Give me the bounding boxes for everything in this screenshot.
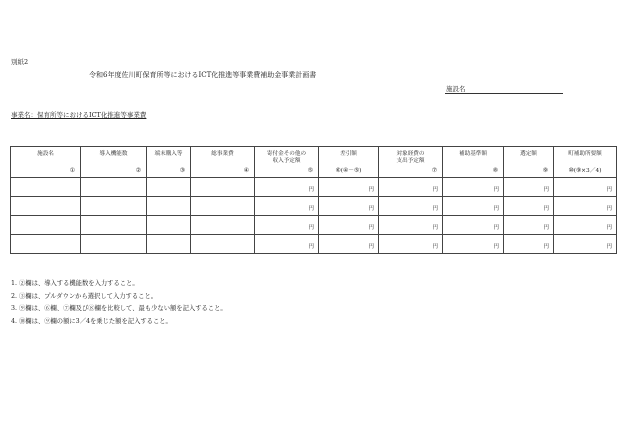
cell-value [186,229,190,232]
table-row [11,216,617,235]
column-label: 施設名 [37,151,54,157]
column-label: 差引額 [340,151,357,157]
cell-value [76,229,80,232]
cell-value: 円 [606,187,612,193]
cell-value: 円 [493,244,499,250]
table-cell[interactable] [443,178,504,197]
cell-value: 円 [606,244,612,250]
cell-value: 円 [368,206,374,212]
table-cell[interactable] [81,178,147,197]
table-cell[interactable] [319,235,379,254]
cell-value: 円 [543,187,549,193]
table-cell[interactable] [81,197,147,216]
cell-value [142,191,146,194]
note-item: 1. ②欄は、導入する機能数を入力すること。 [11,280,139,287]
table-cell[interactable] [504,197,554,216]
column-number: ④ [243,168,249,174]
table-row [11,197,617,216]
column-header [255,147,319,178]
table-cell[interactable] [255,235,319,254]
cell-value [76,248,80,251]
cell-value: 円 [543,206,549,212]
column-header [191,147,255,178]
table-cell[interactable] [11,178,81,197]
table-cell[interactable] [191,235,255,254]
column-number: ② [135,168,141,174]
cell-value: 円 [543,225,549,231]
table-cell[interactable] [443,216,504,235]
column-number: ⑦ [431,168,437,174]
cell-value: 円 [308,244,314,250]
cell-value [142,210,146,213]
cell-value: 円 [308,206,314,212]
column-header [504,147,554,178]
table-cell[interactable] [255,178,319,197]
table-cell[interactable] [319,178,379,197]
notes-list [11,278,227,328]
column-number: ⑥(④－⑤) [335,168,362,174]
column-label: 総事業費 [211,151,234,157]
column-label: 補助基準額 [459,151,487,157]
table-cell[interactable] [255,216,319,235]
table-cell[interactable] [11,235,81,254]
cell-value: 円 [543,244,549,250]
cell-value: 円 [432,206,438,212]
cell-value [142,229,146,232]
table-cell[interactable] [504,235,554,254]
cell-value [250,191,254,194]
column-label: 選定額 [520,151,537,157]
table-cell[interactable] [319,216,379,235]
column-number: ⑨ [542,168,548,174]
table-cell[interactable] [379,216,443,235]
cell-value [186,191,190,194]
cell-value: 円 [368,225,374,231]
table-cell[interactable] [81,235,147,254]
column-header [443,147,504,178]
cell-value: 円 [368,244,374,250]
table-cell[interactable] [504,178,554,197]
table-row [11,235,617,254]
cell-value: 円 [493,225,499,231]
table-cell[interactable] [379,197,443,216]
column-label: 寄付金その他の 収入予定額 [266,151,307,164]
cell-value: 円 [493,187,499,193]
cell-value [250,248,254,251]
column-number: ⑤ [307,168,313,174]
table-cell[interactable] [554,216,617,235]
table-cell[interactable] [191,197,255,216]
table-cell[interactable] [443,197,504,216]
column-number: ① [69,168,75,174]
table-header-row [11,147,617,178]
column-header [319,147,379,178]
annex-label: 別紙2 [11,58,29,66]
column-label: 導入機能数 [99,151,128,157]
cell-value [76,191,80,194]
table-cell[interactable] [191,216,255,235]
table-cell[interactable] [11,197,81,216]
cell-value: 円 [606,206,612,212]
table-cell[interactable] [147,197,191,216]
note-item: 3. ⑨欄は、⑥欄、⑦欄及び⑧欄を比較して、最も少ない額を記入すること。 [11,305,227,312]
column-number: ⑩(⑨×3／4) [568,168,602,174]
cell-value: 円 [493,206,499,212]
column-number: ⑧ [492,168,498,174]
column-label: 対象経費の 支出予定額 [396,151,425,164]
facility-name-field[interactable] [445,93,563,94]
column-header [147,147,191,178]
table-body [11,178,617,254]
document-title: 令和6年度佐川町保育所等におけるICT化推進等事業費補助金事業計画書 [89,71,317,79]
table-cell[interactable] [554,235,617,254]
table-cell[interactable] [443,235,504,254]
table-cell[interactable] [191,178,255,197]
cell-value: 円 [308,187,314,193]
facility-name-label: 施設名 [446,85,466,93]
table-cell[interactable] [504,216,554,235]
cell-value: 円 [432,244,438,250]
column-header [11,147,81,178]
column-header [554,147,617,178]
column-header [379,147,443,178]
note-item: 4. ⑩欄は、⑨欄の額に3／4を乗じた額を記入すること。 [11,317,172,325]
cell-value: 円 [432,187,438,193]
column-number: ③ [179,168,185,174]
cell-value [250,229,254,232]
cell-value: 円 [308,225,314,231]
column-header [81,147,147,178]
table-cell[interactable] [147,235,191,254]
cell-value: 円 [368,187,374,193]
project-name: 事業名：保育所等におけるICT化推進等事業費 [11,111,147,119]
table-cell[interactable] [81,216,147,235]
cell-value: 円 [432,225,438,231]
plan-table [10,146,617,254]
note-item: 2. ③欄は、プルダウンから選択して入力すること。 [11,292,158,300]
cell-value [186,210,190,213]
cell-value: 円 [606,225,612,231]
table-cell[interactable] [319,197,379,216]
table-cell[interactable] [554,178,617,197]
table-cell[interactable] [147,178,191,197]
table-cell[interactable] [379,235,443,254]
column-label: 端末購入等 [154,151,183,157]
table-cell[interactable] [255,197,319,216]
cell-value [76,210,80,213]
cell-value [186,248,190,251]
table-cell[interactable] [147,216,191,235]
table-cell[interactable] [11,216,81,235]
table-cell[interactable] [554,197,617,216]
column-label: 町補助所要額 [568,151,602,157]
cell-value [250,210,254,213]
cell-value [142,248,146,251]
table-cell[interactable] [379,178,443,197]
table-row [11,178,617,197]
